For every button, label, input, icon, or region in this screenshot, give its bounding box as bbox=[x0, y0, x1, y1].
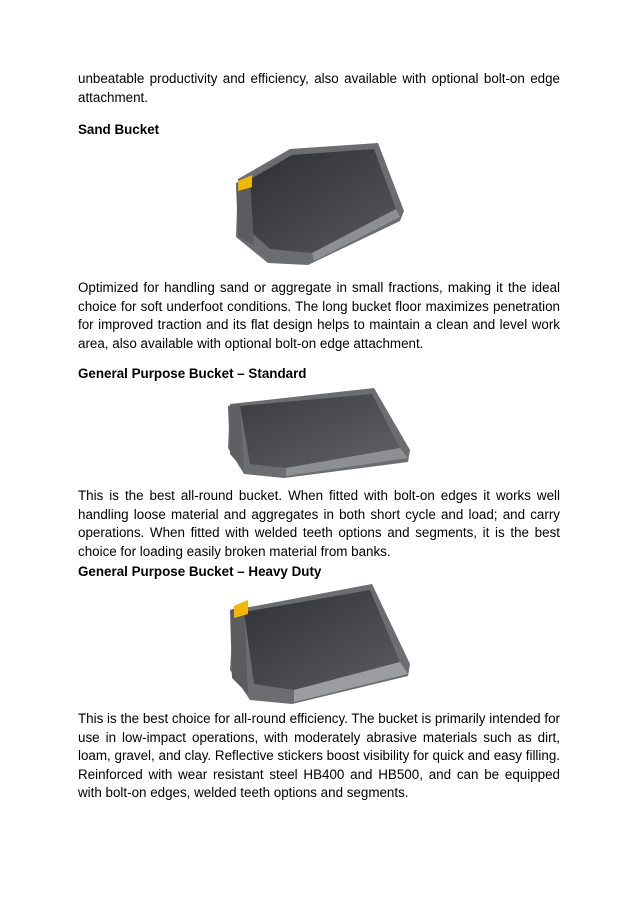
sand-bucket-description: Optimized for handling sand or aggregate in small fractions, making it the ideal choice for soft underfoot conditions. The long bucket floor maximizes penetration for improved traction and its flat design helps to maintain a clean and level work area, also available with optional bolt-on edge attachment. bbox=[78, 280, 560, 351]
intro-paragraph: unbeatable productivity and efficiency, also available with optional bolt-on edge attachment. bbox=[78, 71, 560, 105]
sand-bucket-image bbox=[228, 137, 408, 269]
sand-bucket-heading: Sand Bucket bbox=[78, 122, 160, 137]
gp-heavy-duty-bucket-image bbox=[222, 578, 414, 706]
gp-heavy-duty-description: This is the best choice for all-round efficiency. The bucket is primarily intended for use in low-impact operations, with moderately abrasive materials such as dirt, loam, gravel, and clay. Reflective stickers boost visibility for quick and easy filling. Reinforced with wear resistant steel HB400 and HB500, and can be equipped with bolt-on edges, welded teeth options and segments. bbox=[78, 711, 560, 801]
gp-standard-bucket-image bbox=[224, 384, 414, 480]
gp-heavy-duty-heading: General Purpose Bucket – Heavy Duty bbox=[78, 564, 322, 579]
gp-standard-description: This is the best all-round bucket. When fitted with bolt-on edges it works well handling loose material and aggregates in both short cycle and load; and carry operations. When fitted with welded teeth options and segments, it is the best choice for loading easily broken material from banks. bbox=[78, 488, 560, 559]
gp-standard-heading: General Purpose Bucket – Standard bbox=[78, 366, 307, 381]
